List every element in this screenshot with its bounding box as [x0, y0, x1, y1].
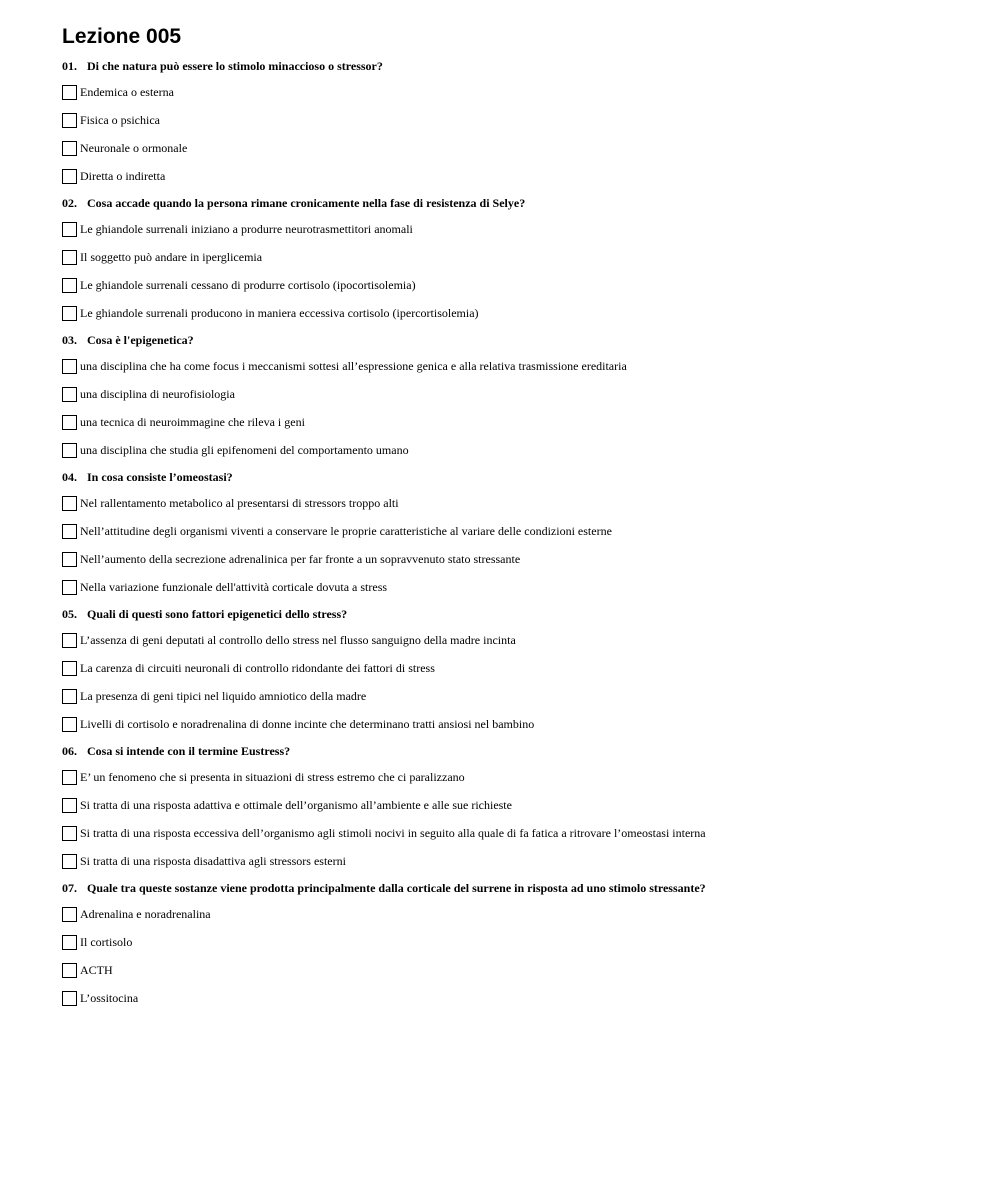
- question-list: [62, 59, 980, 1006]
- question-heading: [62, 196, 980, 211]
- answer-checkbox[interactable]: [62, 496, 77, 511]
- answer-option[interactable]: [62, 825, 980, 841]
- answer-label: Nella variazione funzionale dell'attività corticale dovuta a stress: [80, 580, 388, 594]
- question-block: [62, 607, 980, 732]
- answer-label: Il soggetto può andare in iperglicemia: [80, 250, 263, 264]
- question-number: 05.: [62, 607, 77, 621]
- answer-checkbox[interactable]: [62, 661, 77, 676]
- question-heading: [62, 333, 980, 348]
- answer-checkbox[interactable]: [62, 169, 77, 184]
- answer-checkbox[interactable]: [62, 633, 77, 648]
- answer-option[interactable]: [62, 551, 980, 567]
- answer-label: una disciplina di neurofisiologia: [80, 387, 235, 401]
- answer-option[interactable]: [62, 442, 980, 458]
- answer-options: [62, 84, 980, 184]
- answer-option[interactable]: [62, 386, 980, 402]
- question-text: Quale tra queste sostanze viene prodotta principalmente dalla corticale del surrene in risposta ad uno stimolo stressante?: [87, 881, 706, 895]
- question-number: 04.: [62, 470, 77, 484]
- answer-label: una disciplina che studia gli epifenomeni del comportamento umano: [80, 443, 409, 457]
- answer-checkbox[interactable]: [62, 222, 77, 237]
- question-heading: [62, 59, 980, 74]
- answer-label: una tecnica di neuroimmagine che rileva i geni: [80, 415, 305, 429]
- answer-label: L’assenza di geni deputati al controllo dello stress nel flusso sanguigno della madre incinta: [80, 633, 516, 647]
- answer-option[interactable]: [62, 716, 980, 732]
- lesson-title: Lezione 005: [62, 25, 182, 48]
- answer-checkbox[interactable]: [62, 963, 77, 978]
- answer-checkbox[interactable]: [62, 387, 77, 402]
- answer-label: Le ghiandole surrenali cessano di produrre cortisolo (ipocortisolemia): [80, 278, 416, 292]
- quiz-page: [62, 25, 980, 1018]
- answer-option[interactable]: [62, 249, 980, 265]
- question-text: Cosa è l'epigenetica?: [87, 333, 194, 347]
- answer-label: Endemica o esterna: [80, 85, 174, 99]
- answer-option[interactable]: [62, 962, 980, 978]
- answer-checkbox[interactable]: [62, 443, 77, 458]
- answer-label: Si tratta di una risposta disadattiva agli stressors esterni: [80, 854, 346, 868]
- answer-option[interactable]: [62, 168, 980, 184]
- question-block: [62, 470, 980, 595]
- answer-checkbox[interactable]: [62, 306, 77, 321]
- answer-options: [62, 495, 980, 595]
- answer-label: Nell’attitudine degli organismi viventi a conservare le proprie caratteristiche al variare delle condizioni esterne: [80, 524, 612, 538]
- answer-option[interactable]: [62, 769, 980, 785]
- answer-label: Si tratta di una risposta eccessiva dell’organismo agli stimoli nocivi in seguito alla quale di fa fatica a ritrovare l’omeostasi interna: [80, 826, 706, 840]
- question-heading: [62, 607, 980, 622]
- answer-checkbox[interactable]: [62, 141, 77, 156]
- answer-label: Le ghiandole surrenali iniziano a produrre neurotrasmettitori anomali: [80, 222, 413, 236]
- answer-option[interactable]: [62, 934, 980, 950]
- answer-label: E’ un fenomeno che si presenta in situazioni di stress estremo che ci paralizzano: [80, 770, 465, 784]
- answer-checkbox[interactable]: [62, 359, 77, 374]
- question-block: [62, 59, 980, 184]
- answer-label: Nel rallentamento metabolico al presentarsi di stressors troppo alti: [80, 496, 399, 510]
- answer-checkbox[interactable]: [62, 250, 77, 265]
- answer-option[interactable]: [62, 84, 980, 100]
- answer-option[interactable]: [62, 221, 980, 237]
- answer-option[interactable]: [62, 112, 980, 128]
- answer-option[interactable]: [62, 579, 980, 595]
- question-block: [62, 881, 980, 1006]
- question-text: Cosa accade quando la persona rimane cronicamente nella fase di resistenza di Selye?: [87, 196, 526, 210]
- question-number: 07.: [62, 881, 77, 895]
- answer-checkbox[interactable]: [62, 770, 77, 785]
- answer-checkbox[interactable]: [62, 907, 77, 922]
- answer-checkbox[interactable]: [62, 415, 77, 430]
- answer-label: Adrenalina e noradrenalina: [80, 907, 211, 921]
- answer-label: La carenza di circuiti neuronali di controllo ridondante dei fattori di stress: [80, 661, 435, 675]
- question-text: In cosa consiste l’omeostasi?: [87, 470, 233, 484]
- question-text: Quali di questi sono fattori epigenetici dello stress?: [87, 607, 348, 621]
- answer-options: [62, 769, 980, 869]
- answer-option[interactable]: [62, 523, 980, 539]
- answer-option[interactable]: [62, 305, 980, 321]
- answer-options: [62, 906, 980, 1006]
- answer-checkbox[interactable]: [62, 552, 77, 567]
- answer-option[interactable]: [62, 853, 980, 869]
- answer-option[interactable]: [62, 990, 980, 1006]
- answer-option[interactable]: [62, 660, 980, 676]
- question-text: Di che natura può essere lo stimolo minaccioso o stressor?: [87, 59, 383, 73]
- answer-label: ACTH: [80, 963, 113, 977]
- question-heading: [62, 470, 980, 485]
- answer-label: Diretta o indiretta: [80, 169, 166, 183]
- answer-checkbox[interactable]: [62, 113, 77, 128]
- question-heading: [62, 744, 980, 759]
- answer-label: Fisica o psichica: [80, 113, 160, 127]
- answer-option[interactable]: [62, 797, 980, 813]
- answer-checkbox[interactable]: [62, 826, 77, 841]
- answer-checkbox[interactable]: [62, 524, 77, 539]
- question-heading: [62, 881, 980, 896]
- question-number: 01.: [62, 59, 77, 73]
- answer-option[interactable]: [62, 277, 980, 293]
- answer-option[interactable]: [62, 906, 980, 922]
- answer-options: [62, 358, 980, 458]
- answer-checkbox[interactable]: [62, 580, 77, 595]
- answer-label: Si tratta di una risposta adattiva e ottimale dell’organismo all’ambiente e alle sue richieste: [80, 798, 512, 812]
- answer-label: Il cortisolo: [80, 935, 133, 949]
- answer-checkbox[interactable]: [62, 854, 77, 869]
- question-block: [62, 744, 980, 869]
- answer-option[interactable]: [62, 140, 980, 156]
- question-number: 02.: [62, 196, 77, 210]
- answer-options: [62, 632, 980, 732]
- answer-checkbox[interactable]: [62, 798, 77, 813]
- question-block: [62, 333, 980, 458]
- answer-label: Nell’aumento della secrezione adrenalinica per far fronte a un sopravvenuto stato stressante: [80, 552, 521, 566]
- answer-option[interactable]: [62, 358, 980, 374]
- answer-label: Le ghiandole surrenali producono in maniera eccessiva cortisolo (ipercortisolemia): [80, 306, 479, 320]
- question-block: [62, 196, 980, 321]
- answer-checkbox[interactable]: [62, 935, 77, 950]
- answer-checkbox[interactable]: [62, 85, 77, 100]
- answer-label: L’ossitocina: [80, 991, 139, 1005]
- answer-label: una disciplina che ha come focus i meccanismi sottesi all’espressione genica e alla relativa trasmissione ereditaria: [80, 359, 627, 373]
- question-number: 03.: [62, 333, 77, 347]
- answer-label: Livelli di cortisolo e noradrenalina di donne incinte che determinano tratti ansiosi nel bambino: [80, 717, 535, 731]
- question-text: Cosa si intende con il termine Eustress?: [87, 744, 291, 758]
- answer-checkbox[interactable]: [62, 689, 77, 704]
- answer-option[interactable]: [62, 414, 980, 430]
- answer-label: La presenza di geni tipici nel liquido amniotico della madre: [80, 689, 367, 703]
- answer-option[interactable]: [62, 632, 980, 648]
- answer-checkbox[interactable]: [62, 717, 77, 732]
- answer-option[interactable]: [62, 495, 980, 511]
- answer-checkbox[interactable]: [62, 278, 77, 293]
- answer-options: [62, 221, 980, 321]
- answer-option[interactable]: [62, 688, 980, 704]
- answer-label: Neuronale o ormonale: [80, 141, 188, 155]
- question-number: 06.: [62, 744, 77, 758]
- answer-checkbox[interactable]: [62, 991, 77, 1006]
